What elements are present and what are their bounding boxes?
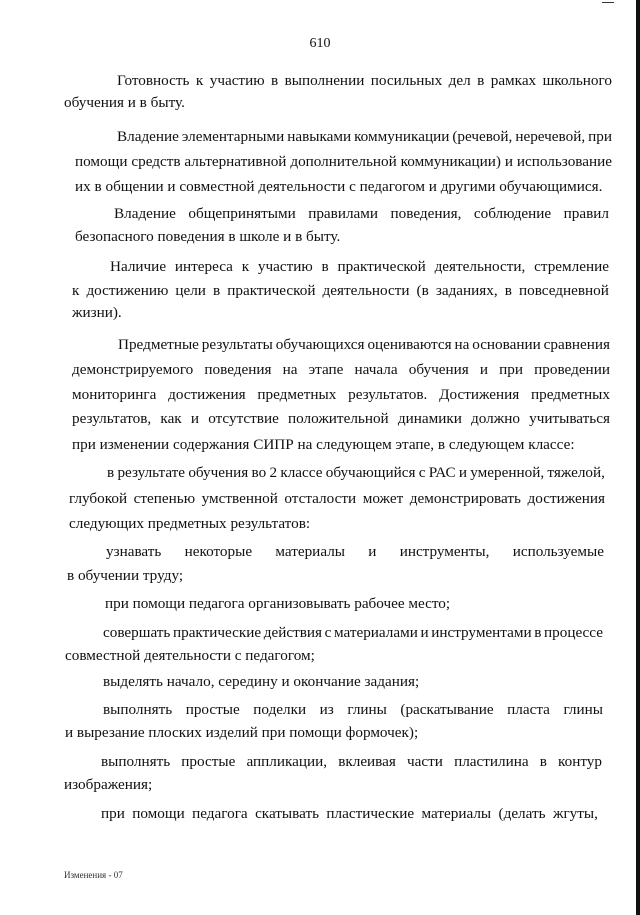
word: и (368, 543, 377, 560)
word: результаты (201, 336, 273, 353)
word: (делать (498, 805, 546, 822)
word: при (499, 361, 524, 378)
word: демонстрировать (409, 490, 521, 507)
word: цели (175, 282, 206, 299)
word: оцениваются (367, 336, 452, 353)
word: в (107, 464, 115, 481)
word: выполнять (103, 701, 173, 718)
word: использование (516, 153, 612, 170)
word: инструментами (431, 624, 532, 641)
word: во (251, 464, 267, 481)
word: и (504, 153, 513, 170)
word: сравнения (543, 336, 610, 353)
word: альтернативной (184, 153, 287, 170)
word: динамики (397, 410, 462, 427)
text-line (72, 410, 610, 428)
word: коммуникации) (400, 153, 501, 170)
word: вклеивая (338, 753, 396, 770)
word: обучающийся (325, 464, 416, 481)
text-line: и вырезание плоских изделий при помощи формочек); (65, 724, 419, 741)
text-line: их в общении и совместной деятельности с педагогом и другими обучающимися. (75, 178, 603, 195)
word: тяжелой, (547, 464, 605, 481)
word: в (213, 282, 221, 299)
word: стремление (534, 258, 609, 275)
word: педагога (192, 805, 248, 822)
word: посильных (370, 72, 443, 89)
page-number: 610 (309, 36, 331, 51)
word: проведении (534, 361, 610, 378)
word: на (282, 361, 298, 378)
word: практической (227, 282, 316, 299)
text-line (103, 701, 603, 719)
scan-speck (602, 2, 614, 3)
word: (раскатывание (400, 701, 494, 718)
word: коммуникации (354, 128, 450, 145)
word: результатов, (72, 410, 152, 427)
word: обучающихся (275, 336, 365, 353)
word: некоторые (184, 543, 253, 560)
word: с (324, 624, 332, 641)
word: Владение (114, 205, 176, 222)
word: простые (181, 753, 236, 770)
word: РАС (428, 464, 456, 481)
word: классе (280, 464, 323, 481)
word: пласта (507, 701, 550, 718)
word: достижению (86, 282, 169, 299)
word: степенью (133, 490, 196, 507)
word: повседневной (518, 282, 609, 299)
word: инструменты, (399, 543, 490, 560)
text-line: изображения; (64, 776, 153, 793)
word: этапе (308, 361, 344, 378)
text-line (75, 153, 612, 171)
word: узнавать (106, 543, 162, 560)
text-line (103, 624, 603, 642)
word: достижения (168, 386, 246, 403)
text-line: при помощи педагога организовывать рабочее место; (105, 595, 451, 612)
word: практические (172, 624, 262, 641)
word: к (241, 258, 250, 275)
word: части (407, 753, 443, 770)
text-line: обучения и в быту. (64, 94, 185, 111)
text-line (117, 128, 612, 146)
word: элементарными (181, 128, 285, 145)
word: пластические (326, 805, 415, 822)
word: в (270, 72, 279, 89)
word: пластилина (454, 753, 529, 770)
word: общепринятыми (188, 205, 296, 222)
word: достижения (527, 490, 605, 507)
word: отсутствие (208, 410, 279, 427)
word: глубокой (69, 490, 128, 507)
word: в (539, 753, 547, 770)
word: Наличие (110, 258, 167, 275)
word: 2 (269, 464, 278, 481)
text-line (110, 258, 609, 276)
word: деятельности, (434, 258, 526, 275)
text-line (117, 72, 612, 90)
text-line (72, 386, 610, 404)
word: участию (257, 258, 313, 275)
word: (в (416, 282, 429, 299)
word: материалами (333, 624, 418, 641)
text-line: выделять начало, середину и окончание задания; (103, 673, 420, 690)
word: правил (563, 205, 609, 222)
word: умственной (201, 490, 278, 507)
word: при (588, 128, 612, 145)
word: демонстрируемого (72, 361, 194, 378)
word: умеренной, (470, 464, 545, 481)
text-line: следующих предметных результатов: (69, 515, 311, 532)
word: простые (185, 701, 240, 718)
text-line (106, 543, 604, 561)
word: в (504, 282, 512, 299)
word: заданиях, (435, 282, 498, 299)
word: деятельности (322, 282, 410, 299)
text-line (72, 282, 609, 300)
word: как (160, 410, 182, 427)
word: основании (472, 336, 541, 353)
word: используемые (512, 543, 604, 560)
text-line (69, 490, 605, 508)
text-line (101, 753, 602, 771)
word: практической (337, 258, 426, 275)
word: помощи (132, 805, 185, 822)
text-line: безопасного поведения в школе и в быту. (75, 228, 341, 245)
word: в (477, 72, 485, 89)
word: (речевой, (452, 128, 513, 145)
word: обучения (188, 464, 249, 481)
word: учитываться (529, 410, 610, 427)
word: результате (117, 464, 186, 481)
word: и (458, 464, 467, 481)
word: обучения (408, 361, 469, 378)
word: при (101, 805, 125, 822)
word: к (195, 72, 204, 89)
word: школьного (542, 72, 612, 89)
text-line: жизни). (72, 304, 122, 321)
word: в (321, 258, 329, 275)
word: действия (263, 624, 322, 641)
word: помощи (75, 153, 128, 170)
word: предметных (531, 386, 610, 403)
word: аппликации, (246, 753, 328, 770)
word: соблюдение (473, 205, 552, 222)
word: поделки (253, 701, 307, 718)
word: дополнительной (290, 153, 397, 170)
word: материалы (275, 543, 345, 560)
word: участию (209, 72, 265, 89)
text-line: в обучении труду; (67, 567, 184, 584)
word: поведения (204, 361, 272, 378)
word: жгуты, (552, 805, 598, 822)
text-line (114, 205, 609, 223)
scan-edge-shadow (636, 0, 640, 915)
word: мониторинга (72, 386, 157, 403)
text-line: при изменении содержания СИПР на следующем этапе, в следующем классе: (72, 436, 575, 453)
word: рамках (490, 72, 537, 89)
word: предметных (257, 386, 337, 403)
word: поведения, (390, 205, 462, 222)
word: и (190, 410, 200, 427)
word: выполнении (284, 72, 365, 89)
word: скатывать (255, 805, 320, 822)
word: на (454, 336, 470, 353)
word: глины (347, 701, 387, 718)
word: Достижения (439, 386, 520, 403)
word: навыками (287, 128, 352, 145)
word: Предметные (118, 336, 199, 353)
word: начала (354, 361, 398, 378)
text-line (72, 361, 610, 379)
word: Владение (117, 128, 179, 145)
word: интереса (174, 258, 233, 275)
word: положительной (288, 410, 389, 427)
word: может (362, 490, 404, 507)
word: Готовность (117, 72, 190, 89)
word: неречевой, (515, 128, 586, 145)
word: результатов. (348, 386, 428, 403)
word: и (479, 361, 489, 378)
word: с (418, 464, 426, 481)
word: правилами (308, 205, 379, 222)
text-line (118, 336, 610, 354)
word: отсталости (284, 490, 357, 507)
word: должно (471, 410, 520, 427)
word: дел (448, 72, 471, 89)
word: и (420, 624, 429, 641)
word: из (319, 701, 334, 718)
word: материалы (421, 805, 492, 822)
word: выполнять (101, 753, 171, 770)
word: средств (131, 153, 181, 170)
word: к (72, 282, 80, 299)
text-line (107, 464, 605, 482)
word: контур (558, 753, 602, 770)
word: процессе (544, 624, 603, 641)
text-line: совместной деятельности с педагогом; (65, 647, 315, 664)
footer-revision-note: Изменения - 07 (64, 870, 123, 880)
word: совершать (103, 624, 171, 641)
text-line (101, 805, 598, 823)
word: в (534, 624, 542, 641)
word: глины (563, 701, 603, 718)
